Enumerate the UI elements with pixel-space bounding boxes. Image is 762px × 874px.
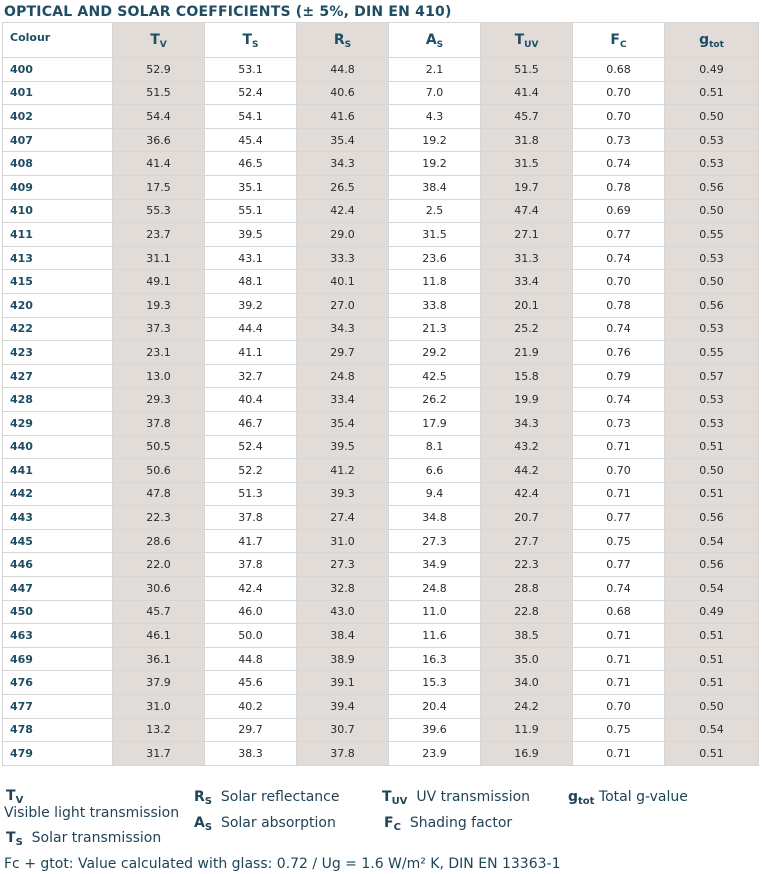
table-body xyxy=(3,58,759,766)
value-cell: 51.5 xyxy=(481,58,573,82)
value-cell: 0.68 xyxy=(573,58,665,82)
value-cell: 2.5 xyxy=(389,199,481,223)
value-cell: 39.5 xyxy=(205,223,297,247)
value-cell: 33.4 xyxy=(481,270,573,294)
value-cell: 20.4 xyxy=(389,695,481,719)
table-row xyxy=(3,293,759,317)
table-row xyxy=(3,58,759,82)
value-cell: 0.68 xyxy=(573,600,665,624)
value-cell: 22.0 xyxy=(113,553,205,577)
value-cell: 42.4 xyxy=(481,482,573,506)
value-cell: 39.2 xyxy=(205,293,297,317)
value-cell: 37.8 xyxy=(205,506,297,530)
table-row xyxy=(3,223,759,247)
colour-cell: 400 xyxy=(3,58,113,82)
table-row xyxy=(3,152,759,176)
value-cell: 0.55 xyxy=(665,223,759,247)
value-cell: 0.78 xyxy=(573,293,665,317)
value-cell: 48.1 xyxy=(205,270,297,294)
value-cell: 11.0 xyxy=(389,600,481,624)
value-cell: 55.1 xyxy=(205,199,297,223)
value-cell: 24.8 xyxy=(389,577,481,601)
value-cell: 0.73 xyxy=(573,411,665,435)
value-cell: 34.3 xyxy=(297,317,389,341)
value-cell: 0.70 xyxy=(573,695,665,719)
table-row xyxy=(3,341,759,365)
value-cell: 21.3 xyxy=(389,317,481,341)
value-cell: 0.74 xyxy=(573,388,665,412)
value-cell: 11.9 xyxy=(481,718,573,742)
value-cell: 52.9 xyxy=(113,58,205,82)
colour-cell: 463 xyxy=(3,624,113,648)
value-cell: 45.7 xyxy=(113,600,205,624)
value-cell: 0.49 xyxy=(665,600,759,624)
legend-item-gtot: $g_{tot}$ Total g-value xyxy=(568,789,688,807)
value-cell: 0.51 xyxy=(665,482,759,506)
value-cell: 27.0 xyxy=(297,293,389,317)
value-cell: 37.3 xyxy=(113,317,205,341)
value-cell: 0.53 xyxy=(665,246,759,270)
colour-cell: 423 xyxy=(3,341,113,365)
colour-cell: 428 xyxy=(3,388,113,412)
value-cell: 52.4 xyxy=(205,81,297,105)
value-cell: 22.8 xyxy=(481,600,573,624)
value-cell: 13.2 xyxy=(113,718,205,742)
value-cell: 0.51 xyxy=(665,435,759,459)
value-cell: 43.2 xyxy=(481,435,573,459)
value-cell: 51.3 xyxy=(205,482,297,506)
value-cell: 0.53 xyxy=(665,317,759,341)
value-cell: 35.4 xyxy=(297,128,389,152)
colour-cell: 410 xyxy=(3,199,113,223)
colour-cell: 420 xyxy=(3,293,113,317)
value-cell: 24.8 xyxy=(297,364,389,388)
value-cell: 38.4 xyxy=(389,175,481,199)
value-cell: 42.4 xyxy=(297,199,389,223)
table-row xyxy=(3,199,759,223)
value-cell: 39.1 xyxy=(297,671,389,695)
colour-cell: 477 xyxy=(3,695,113,719)
value-cell: 0.69 xyxy=(573,199,665,223)
colour-cell: 469 xyxy=(3,647,113,671)
table-row xyxy=(3,553,759,577)
value-cell: 11.8 xyxy=(389,270,481,294)
value-cell: 0.75 xyxy=(573,718,665,742)
coefficients-table xyxy=(2,22,759,766)
value-cell: 0.56 xyxy=(665,506,759,530)
value-cell: 29.3 xyxy=(113,388,205,412)
value-cell: 54.1 xyxy=(205,105,297,129)
value-cell: 26.2 xyxy=(389,388,481,412)
value-cell: 53.1 xyxy=(205,58,297,82)
value-cell: 44.2 xyxy=(481,459,573,483)
colour-cell: 401 xyxy=(3,81,113,105)
column-header: $T_V$ xyxy=(113,23,205,58)
value-cell: 30.7 xyxy=(297,718,389,742)
value-cell: 39.4 xyxy=(297,695,389,719)
value-cell: 34.9 xyxy=(389,553,481,577)
value-cell: 39.6 xyxy=(389,718,481,742)
page-title: OPTICAL AND SOLAR COEFFICIENTS (± 5%, DIN EN 410) xyxy=(4,4,452,20)
value-cell: 0.50 xyxy=(665,105,759,129)
value-cell: 37.8 xyxy=(205,553,297,577)
value-cell: 17.9 xyxy=(389,411,481,435)
colour-cell: 415 xyxy=(3,270,113,294)
value-cell: 42.4 xyxy=(205,577,297,601)
table-row xyxy=(3,482,759,506)
value-cell: 11.6 xyxy=(389,624,481,648)
value-cell: 0.70 xyxy=(573,270,665,294)
value-cell: 26.5 xyxy=(297,175,389,199)
value-cell: 15.8 xyxy=(481,364,573,388)
value-cell: 27.7 xyxy=(481,529,573,553)
value-cell: 40.4 xyxy=(205,388,297,412)
value-cell: 31.5 xyxy=(481,152,573,176)
value-cell: 0.70 xyxy=(573,459,665,483)
value-cell: 40.1 xyxy=(297,270,389,294)
value-cell: 0.79 xyxy=(573,364,665,388)
table-row xyxy=(3,624,759,648)
value-cell: 41.4 xyxy=(113,152,205,176)
value-cell: 17.5 xyxy=(113,175,205,199)
value-cell: 2.1 xyxy=(389,58,481,82)
value-cell: 31.3 xyxy=(481,246,573,270)
value-cell: 0.74 xyxy=(573,577,665,601)
value-cell: 46.5 xyxy=(205,152,297,176)
value-cell: 0.53 xyxy=(665,128,759,152)
value-cell: 52.4 xyxy=(205,435,297,459)
colour-cell: 422 xyxy=(3,317,113,341)
value-cell: 39.3 xyxy=(297,482,389,506)
value-cell: 0.71 xyxy=(573,671,665,695)
value-cell: 38.5 xyxy=(481,624,573,648)
value-cell: 36.6 xyxy=(113,128,205,152)
value-cell: 29.2 xyxy=(389,341,481,365)
value-cell: 31.1 xyxy=(113,246,205,270)
value-cell: 37.9 xyxy=(113,671,205,695)
value-cell: 35.1 xyxy=(205,175,297,199)
value-cell: 9.4 xyxy=(389,482,481,506)
value-cell: 20.1 xyxy=(481,293,573,317)
table-row xyxy=(3,246,759,270)
value-cell: 8.1 xyxy=(389,435,481,459)
value-cell: 32.8 xyxy=(297,577,389,601)
table-row xyxy=(3,671,759,695)
colour-cell: 447 xyxy=(3,577,113,601)
table-row xyxy=(3,459,759,483)
value-cell: 16.3 xyxy=(389,647,481,671)
table-row xyxy=(3,695,759,719)
table-row xyxy=(3,577,759,601)
table-row xyxy=(3,529,759,553)
value-cell: 44.4 xyxy=(205,317,297,341)
table-header-row xyxy=(3,23,759,58)
colour-cell: 429 xyxy=(3,411,113,435)
value-cell: 31.5 xyxy=(389,223,481,247)
table-row xyxy=(3,647,759,671)
value-cell: 0.51 xyxy=(665,742,759,766)
colour-cell: 411 xyxy=(3,223,113,247)
value-cell: 32.7 xyxy=(205,364,297,388)
legend-item-ts: $T_S$ Solar transmission xyxy=(6,830,162,848)
value-cell: 47.8 xyxy=(113,482,205,506)
value-cell: 49.1 xyxy=(113,270,205,294)
value-cell: 0.51 xyxy=(665,671,759,695)
value-cell: 43.0 xyxy=(297,600,389,624)
value-cell: 41.1 xyxy=(205,341,297,365)
value-cell: 0.56 xyxy=(665,553,759,577)
value-cell: 55.3 xyxy=(113,199,205,223)
colour-cell: 440 xyxy=(3,435,113,459)
value-cell: 0.77 xyxy=(573,223,665,247)
value-cell: 0.71 xyxy=(573,742,665,766)
column-header: $g_{tot}$ xyxy=(665,23,759,58)
value-cell: 50.6 xyxy=(113,459,205,483)
legend-text-tv: Visible light transmission xyxy=(4,805,180,821)
value-cell: 23.6 xyxy=(389,246,481,270)
legend-item-tuv: $T_{UV}$ UV transmission xyxy=(382,789,531,807)
value-cell: 34.8 xyxy=(389,506,481,530)
value-cell: 0.77 xyxy=(573,553,665,577)
value-cell: 23.1 xyxy=(113,341,205,365)
value-cell: 31.0 xyxy=(113,695,205,719)
value-cell: 34.0 xyxy=(481,671,573,695)
value-cell: 35.0 xyxy=(481,647,573,671)
value-cell: 0.51 xyxy=(665,624,759,648)
value-cell: 24.2 xyxy=(481,695,573,719)
value-cell: 23.9 xyxy=(389,742,481,766)
colour-cell: 479 xyxy=(3,742,113,766)
value-cell: 43.1 xyxy=(205,246,297,270)
value-cell: 0.56 xyxy=(665,175,759,199)
value-cell: 19.2 xyxy=(389,128,481,152)
value-cell: 41.4 xyxy=(481,81,573,105)
colour-cell: 409 xyxy=(3,175,113,199)
colour-cell: 407 xyxy=(3,128,113,152)
value-cell: 0.71 xyxy=(573,624,665,648)
value-cell: 38.3 xyxy=(205,742,297,766)
value-cell: 41.6 xyxy=(297,105,389,129)
value-cell: 51.5 xyxy=(113,81,205,105)
value-cell: 38.9 xyxy=(297,647,389,671)
value-cell: 0.57 xyxy=(665,364,759,388)
value-cell: 0.54 xyxy=(665,577,759,601)
value-cell: 0.74 xyxy=(573,317,665,341)
value-cell: 37.8 xyxy=(113,411,205,435)
value-cell: 0.70 xyxy=(573,81,665,105)
value-cell: 25.2 xyxy=(481,317,573,341)
colour-cell: 442 xyxy=(3,482,113,506)
value-cell: 0.54 xyxy=(665,718,759,742)
value-cell: 0.53 xyxy=(665,152,759,176)
colour-cell: 402 xyxy=(3,105,113,129)
value-cell: 0.75 xyxy=(573,529,665,553)
value-cell: 0.77 xyxy=(573,506,665,530)
column-header: $T_S$ xyxy=(205,23,297,58)
colour-cell: 478 xyxy=(3,718,113,742)
value-cell: 0.53 xyxy=(665,388,759,412)
table-row xyxy=(3,435,759,459)
value-cell: 4.3 xyxy=(389,105,481,129)
value-cell: 46.1 xyxy=(113,624,205,648)
value-cell: 22.3 xyxy=(113,506,205,530)
column-header: $A_S$ xyxy=(389,23,481,58)
value-cell: 50.0 xyxy=(205,624,297,648)
colour-cell: 413 xyxy=(3,246,113,270)
value-cell: 47.4 xyxy=(481,199,573,223)
value-cell: 20.7 xyxy=(481,506,573,530)
value-cell: 40.2 xyxy=(205,695,297,719)
value-cell: 0.51 xyxy=(665,647,759,671)
value-cell: 28.8 xyxy=(481,577,573,601)
value-cell: 0.51 xyxy=(665,81,759,105)
value-cell: 13.0 xyxy=(113,364,205,388)
value-cell: 44.8 xyxy=(205,647,297,671)
value-cell: 27.1 xyxy=(481,223,573,247)
value-cell: 46.0 xyxy=(205,600,297,624)
value-cell: 52.2 xyxy=(205,459,297,483)
table-row xyxy=(3,128,759,152)
value-cell: 0.53 xyxy=(665,411,759,435)
value-cell: 0.54 xyxy=(665,529,759,553)
value-cell: 34.3 xyxy=(297,152,389,176)
value-cell: 0.76 xyxy=(573,341,665,365)
value-cell: 42.5 xyxy=(389,364,481,388)
value-cell: 45.4 xyxy=(205,128,297,152)
colour-column-header: Colour xyxy=(3,23,113,58)
value-cell: 29.7 xyxy=(297,341,389,365)
value-cell: 27.3 xyxy=(389,529,481,553)
table-row xyxy=(3,600,759,624)
table-row xyxy=(3,317,759,341)
value-cell: 40.6 xyxy=(297,81,389,105)
value-cell: 39.5 xyxy=(297,435,389,459)
value-cell: 0.70 xyxy=(573,105,665,129)
value-cell: 23.7 xyxy=(113,223,205,247)
colour-cell: 441 xyxy=(3,459,113,483)
value-cell: 54.4 xyxy=(113,105,205,129)
colour-cell: 450 xyxy=(3,600,113,624)
value-cell: 19.3 xyxy=(113,293,205,317)
value-cell: 0.50 xyxy=(665,199,759,223)
value-cell: 45.6 xyxy=(205,671,297,695)
colour-cell: 476 xyxy=(3,671,113,695)
value-cell: 28.6 xyxy=(113,529,205,553)
footnote: Fc + gtot: Value calculated with glass: 0.72 / Ug = 1.6 W/m² K, DIN EN 13363-1 xyxy=(4,856,561,872)
value-cell: 35.4 xyxy=(297,411,389,435)
value-cell: 16.9 xyxy=(481,742,573,766)
value-cell: 41.7 xyxy=(205,529,297,553)
table-row xyxy=(3,105,759,129)
value-cell: 38.4 xyxy=(297,624,389,648)
value-cell: 19.7 xyxy=(481,175,573,199)
value-cell: 46.7 xyxy=(205,411,297,435)
value-cell: 41.2 xyxy=(297,459,389,483)
legend-item-rs: $R_S$ Solar reflectance xyxy=(194,789,340,807)
column-header: $R_S$ xyxy=(297,23,389,58)
value-cell: 21.9 xyxy=(481,341,573,365)
value-cell: 7.0 xyxy=(389,81,481,105)
value-cell: 31.7 xyxy=(113,742,205,766)
colour-cell: 408 xyxy=(3,152,113,176)
value-cell: 0.71 xyxy=(573,482,665,506)
value-cell: 33.3 xyxy=(297,246,389,270)
value-cell: 36.1 xyxy=(113,647,205,671)
colour-cell: 445 xyxy=(3,529,113,553)
value-cell: 50.5 xyxy=(113,435,205,459)
colour-cell: 446 xyxy=(3,553,113,577)
value-cell: 15.3 xyxy=(389,671,481,695)
legend-item-as: $A_S$ Solar absorption xyxy=(194,815,336,833)
value-cell: 0.50 xyxy=(665,695,759,719)
value-cell: 45.7 xyxy=(481,105,573,129)
value-cell: 0.55 xyxy=(665,341,759,365)
value-cell: 27.4 xyxy=(297,506,389,530)
table-row xyxy=(3,506,759,530)
value-cell: 6.6 xyxy=(389,459,481,483)
value-cell: 0.50 xyxy=(665,459,759,483)
value-cell: 19.2 xyxy=(389,152,481,176)
value-cell: 0.74 xyxy=(573,246,665,270)
value-cell: 0.71 xyxy=(573,647,665,671)
value-cell: 0.56 xyxy=(665,293,759,317)
column-header: $T_{UV}$ xyxy=(481,23,573,58)
value-cell: 44.8 xyxy=(297,58,389,82)
value-cell: 34.3 xyxy=(481,411,573,435)
value-cell: 0.78 xyxy=(573,175,665,199)
column-header: $F_C$ xyxy=(573,23,665,58)
value-cell: 29.7 xyxy=(205,718,297,742)
value-cell: 0.73 xyxy=(573,128,665,152)
value-cell: 37.8 xyxy=(297,742,389,766)
legend-item-fc: $F_C$ Shading factor xyxy=(384,815,513,833)
value-cell: 0.50 xyxy=(665,270,759,294)
table-row xyxy=(3,175,759,199)
value-cell: 0.49 xyxy=(665,58,759,82)
value-cell: 31.8 xyxy=(481,128,573,152)
value-cell: 29.0 xyxy=(297,223,389,247)
value-cell: 22.3 xyxy=(481,553,573,577)
value-cell: 0.74 xyxy=(573,152,665,176)
table-row xyxy=(3,81,759,105)
table-row xyxy=(3,270,759,294)
legend-item-tv: $T_V$ xyxy=(6,788,24,806)
value-cell: 27.3 xyxy=(297,553,389,577)
table-row xyxy=(3,718,759,742)
value-cell: 30.6 xyxy=(113,577,205,601)
value-cell: 0.71 xyxy=(573,435,665,459)
value-cell: 33.8 xyxy=(389,293,481,317)
table-row xyxy=(3,742,759,766)
value-cell: 31.0 xyxy=(297,529,389,553)
colour-cell: 443 xyxy=(3,506,113,530)
value-cell: 19.9 xyxy=(481,388,573,412)
table-row xyxy=(3,364,759,388)
table-row xyxy=(3,388,759,412)
table-row xyxy=(3,411,759,435)
value-cell: 33.4 xyxy=(297,388,389,412)
colour-cell: 427 xyxy=(3,364,113,388)
